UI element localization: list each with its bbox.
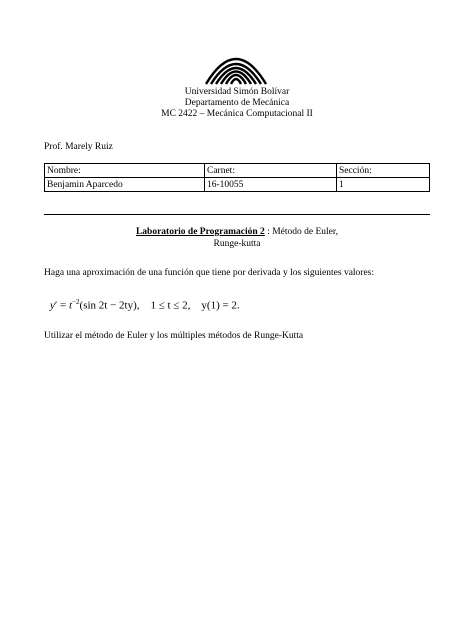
- eq-prime: ′: [54, 299, 58, 312]
- eq-range: 1 ≤ t ≤ 2,: [150, 299, 191, 312]
- table-row: [45, 178, 430, 192]
- university-seal-icon: [203, 42, 269, 87]
- eq-initial: y(1) = 2.: [201, 299, 240, 312]
- institution-header: [0, 87, 474, 120]
- header-cell-seccion: Sección:: [337, 164, 430, 178]
- eq-equals: =: [57, 299, 70, 312]
- professor-name: Prof. Marely Ruiz: [44, 142, 113, 152]
- cell-student-id: 16-10055: [205, 178, 337, 192]
- student-info-table: [44, 163, 430, 192]
- horizontal-divider: [44, 214, 430, 215]
- department-name: Departamento de Mecánica: [184, 98, 290, 108]
- eq-body: (sin 2t − 2ty),: [79, 299, 140, 312]
- university-name: Universidad Simón Bolívar: [184, 87, 290, 97]
- intro-paragraph: Haga una aproximación de una función que tiene por derivada y los siguientes valores:: [44, 268, 375, 278]
- lab-subtitle-line2: Runge-kutta: [213, 239, 261, 249]
- header-cell-carnet: Carnet:: [205, 164, 337, 178]
- table-header-row: [45, 164, 430, 178]
- lab-subtitle: : Método de Euler,: [264, 227, 339, 237]
- differential-equation: [50, 298, 240, 312]
- header-cell-nombre: Nombre:: [45, 164, 205, 178]
- course-name: MC 2422 – Mecánica Computacional II: [161, 109, 313, 119]
- eq-exponent: −2: [72, 298, 80, 306]
- lab-title-block: [0, 226, 474, 250]
- cell-section: 1: [337, 178, 430, 192]
- cell-student-name: Benjamin Aparcedo: [45, 178, 205, 192]
- eq-lhs: y: [50, 299, 55, 312]
- lab-title: Laboratorio de Programación 2: [135, 227, 265, 237]
- eq-t: t: [69, 299, 73, 312]
- method-paragraph: Utilizar el método de Euler y los múltiples métodos de Runge-Kutta: [44, 331, 304, 341]
